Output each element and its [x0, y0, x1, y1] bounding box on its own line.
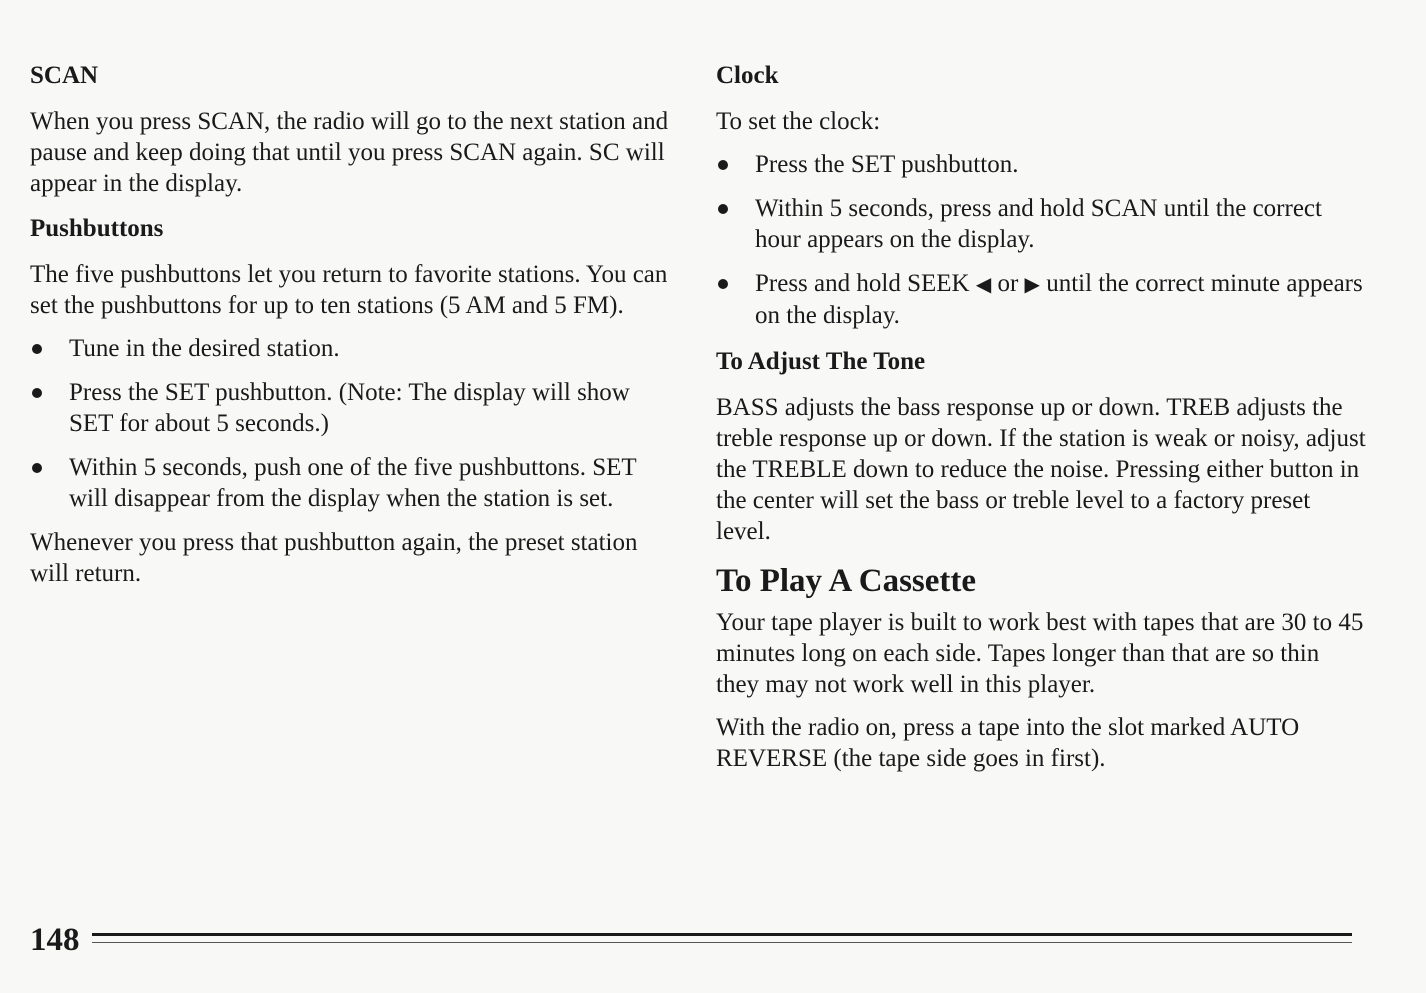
list-item: [716, 268, 1366, 331]
tone-paragraph: BASS adjusts the bass response up or down. TREB adjusts the treble response up or down. If the station is weak or noisy, adjust the TREBLE down to reduce the noise. Pressing either button in the center will set the bass or treble level to a factory preset level.: [716, 394, 1366, 545]
list-item-text: Press the SET pushbutton. (Note: The display will show SET for about 5 seconds.): [69, 379, 630, 437]
left-column: [30, 58, 670, 601]
clock-steps-list: [716, 149, 1366, 331]
bullet-icon: [32, 388, 42, 398]
bullet-icon: [718, 204, 728, 214]
list-item: [716, 193, 1366, 255]
bullet-icon: [32, 463, 42, 473]
tone-heading: To Adjust The Tone: [716, 348, 926, 375]
scan-paragraph: When you press SCAN, the radio will go to the next station and pause and keep doing that until you press SCAN again. SC will appear in the display.: [30, 108, 669, 197]
clock-intro: To set the clock:: [716, 108, 881, 135]
right-column: [716, 58, 1366, 786]
page-footer: [30, 918, 1352, 958]
list-item-text-prefix: Press and hold SEEK: [755, 270, 970, 297]
seek-right-arrow-icon: ▶: [1024, 272, 1040, 296]
pushbuttons-steps-list: [30, 333, 670, 514]
pushbuttons-heading: Pushbuttons: [30, 215, 164, 242]
bullet-icon: [32, 344, 42, 354]
footer-rule-thick: [92, 933, 1352, 936]
closing-paragraph: Whenever you press that pushbutton again, the preset station will return.: [30, 529, 638, 587]
bullet-icon: [718, 160, 728, 170]
list-item-text: Within 5 seconds, push one of the five pushbuttons. SET will disappear from the display when the station is set.: [69, 454, 637, 512]
list-item-text-suffix: until the correct minute appears on the display.: [755, 270, 1363, 329]
list-item: [30, 452, 670, 514]
scan-heading: SCAN: [30, 62, 99, 89]
cassette-heading: To Play A Cassette: [716, 563, 977, 599]
cassette-paragraph-2: With the radio on, press a tape into the slot marked AUTO REVERSE (the tape side goes in first).: [716, 714, 1300, 772]
list-item-text: Tune in the desired station.: [69, 335, 340, 362]
list-item: [30, 333, 670, 364]
pushbuttons-paragraph: The five pushbuttons let you return to favorite stations. You can set the pushbuttons for up to ten stations (5 AM and 5 FM).: [30, 261, 668, 319]
cassette-paragraph-1: Your tape player is built to work best with tapes that are 30 to 45 minutes long on each side. Tapes longer than that are so thin they may not work well in this player.: [716, 609, 1364, 698]
footer-rule-thin: [92, 942, 1352, 943]
seek-left-arrow-icon: ◀: [975, 272, 992, 296]
page-number: 148: [30, 922, 80, 958]
bullet-icon: [718, 279, 728, 289]
clock-heading: Clock: [716, 62, 779, 89]
list-item: [716, 149, 1366, 180]
list-item: [30, 377, 670, 439]
list-item-text: Within 5 seconds, press and hold SCAN until the correct hour appears on the display.: [755, 195, 1322, 253]
list-item-text-middle: or: [997, 270, 1019, 297]
list-item-text: Press the SET pushbutton.: [755, 151, 1019, 178]
